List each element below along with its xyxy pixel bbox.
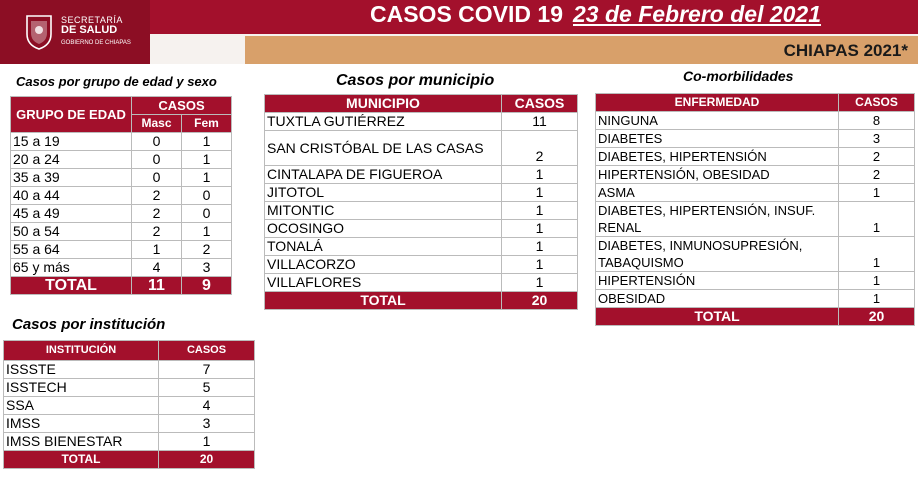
comorb-table	[595, 93, 915, 326]
disease-cell: NINGUNA	[596, 112, 839, 130]
institution-cell: IMSS BIENESTAR	[4, 433, 159, 451]
institucion-title: Casos por institución	[12, 316, 166, 333]
logo-line-2: DE SALUD	[61, 24, 118, 37]
disease-cell: DIABETES, HIPERTENSIÓN	[596, 148, 839, 166]
cases-cell: 4	[159, 397, 255, 415]
cases-cell: 1	[502, 220, 578, 238]
cases-cell: 11	[502, 113, 578, 131]
cases-cell: 2	[839, 148, 915, 166]
disease-cell: DIABETES	[596, 130, 839, 148]
cases-cell: 2	[502, 131, 578, 166]
municipio-cell: CINTALAPA DE FIGUEROA	[265, 166, 502, 184]
table-row	[265, 113, 578, 131]
municipio-cell: TONALÁ	[265, 238, 502, 256]
disease-cell: OBESIDAD	[596, 290, 839, 308]
table-row	[4, 415, 255, 433]
col-enfermedad: ENFERMEDAD	[596, 94, 839, 112]
masc-cell: 2	[132, 187, 182, 205]
age-group-cell: 20 a 24	[11, 151, 132, 169]
fem-cell: 1	[182, 223, 232, 241]
col-age-group: GRUPO DE EDAD	[11, 97, 132, 133]
table-row	[11, 205, 232, 223]
disease-cell: HIPERTENSIÓN, OBESIDAD	[596, 166, 839, 184]
col-municipio: MUNICIPIO	[265, 95, 502, 113]
municipio-cell: VILLAFLORES	[265, 274, 502, 292]
total-value: 20	[502, 292, 578, 310]
logo-block	[0, 0, 150, 64]
disease-cell: ASMA	[596, 184, 839, 202]
col-institucion-cases: CASOS	[159, 341, 255, 361]
cases-cell: 1	[839, 237, 915, 272]
logo-line-3: GOBIERNO DE CHIAPAS	[61, 39, 131, 46]
masc-cell: 1	[132, 241, 182, 259]
fem-cell: 3	[182, 259, 232, 277]
age-group-cell: 15 a 19	[11, 133, 132, 151]
table-row	[596, 290, 915, 308]
disease-cell: HIPERTENSIÓN	[596, 272, 839, 290]
age-sex-table	[10, 96, 232, 295]
fem-cell: 0	[182, 187, 232, 205]
masc-cell: 4	[132, 259, 182, 277]
cases-cell: 1	[502, 274, 578, 292]
municipio-cell: MITONTIC	[265, 202, 502, 220]
table-row	[4, 361, 255, 379]
table-row	[11, 133, 232, 151]
region-label: CHIAPAS 2021*	[783, 41, 908, 60]
cases-cell: 1	[839, 184, 915, 202]
age-group-cell: 65 y más	[11, 259, 132, 277]
col-municipio-cases: CASOS	[502, 95, 578, 113]
disease-cell: DIABETES, HIPERTENSIÓN, INSUF. RENAL	[596, 202, 839, 237]
table-row	[11, 223, 232, 241]
table-row	[265, 220, 578, 238]
table-row	[265, 131, 578, 166]
report-date: 23 de Febrero del 2021	[573, 1, 822, 27]
institution-cell: ISSSTE	[4, 361, 159, 379]
cases-cell: 1	[839, 290, 915, 308]
state-seal-icon	[24, 12, 54, 50]
cases-cell: 1	[502, 256, 578, 274]
fem-cell: 1	[182, 169, 232, 187]
col-institucion: INSTITUCIÓN	[4, 341, 159, 361]
table-row	[596, 148, 915, 166]
cases-cell: 2	[839, 166, 915, 184]
table-row	[11, 187, 232, 205]
masc-cell: 0	[132, 133, 182, 151]
cases-cell: 1	[502, 238, 578, 256]
cases-cell: 1	[839, 272, 915, 290]
municipio-cell: OCOSINGO	[265, 220, 502, 238]
total-value: 20	[839, 308, 915, 326]
municipio-title: Casos por municipio	[336, 72, 495, 89]
title-text: CASOS COVID 19	[370, 1, 563, 27]
table-row	[4, 433, 255, 451]
table-row	[11, 241, 232, 259]
total-label: TOTAL	[265, 292, 502, 310]
fem-cell: 1	[182, 151, 232, 169]
table-row	[11, 169, 232, 187]
total-label: TOTAL	[11, 277, 132, 295]
cases-cell: 1	[502, 166, 578, 184]
masc-cell: 2	[132, 223, 182, 241]
header-banner	[0, 0, 918, 64]
fem-cell: 2	[182, 241, 232, 259]
cases-cell: 3	[839, 130, 915, 148]
cases-cell: 8	[839, 112, 915, 130]
age-sex-title: Casos por grupo de edad y sexo	[16, 74, 217, 89]
masc-cell: 2	[132, 205, 182, 223]
municipio-cell: TUXTLA GUTIÉRREZ	[265, 113, 502, 131]
total-label: TOTAL	[596, 308, 839, 326]
table-row	[596, 272, 915, 290]
total-row	[11, 277, 232, 295]
cases-cell: 1	[502, 202, 578, 220]
total-row	[596, 308, 915, 326]
table-row	[265, 202, 578, 220]
institution-cell: ISSTECH	[4, 379, 159, 397]
table-row	[265, 166, 578, 184]
table-row	[265, 256, 578, 274]
table-row	[596, 184, 915, 202]
table-row	[4, 379, 255, 397]
municipio-cell: SAN CRISTÓBAL DE LAS CASAS	[265, 131, 502, 166]
masc-cell: 0	[132, 151, 182, 169]
col-cases: CASOS	[132, 97, 232, 115]
table-row	[596, 202, 915, 237]
table-row	[596, 166, 915, 184]
total-fem: 9	[182, 277, 232, 295]
table-row	[265, 184, 578, 202]
cases-cell: 1	[159, 433, 255, 451]
institution-cell: IMSS	[4, 415, 159, 433]
logo-text	[61, 16, 131, 46]
table-row	[11, 259, 232, 277]
fem-cell: 0	[182, 205, 232, 223]
table-row	[596, 130, 915, 148]
page-title	[370, 1, 821, 28]
total-row	[4, 451, 255, 469]
table-row	[596, 237, 915, 272]
total-masc: 11	[132, 277, 182, 295]
cases-cell: 1	[502, 184, 578, 202]
col-fem: Fem	[182, 115, 232, 133]
table-row	[596, 112, 915, 130]
cases-cell: 1	[839, 202, 915, 237]
total-label: TOTAL	[4, 451, 159, 469]
cases-cell: 5	[159, 379, 255, 397]
fem-cell: 1	[182, 133, 232, 151]
masc-cell: 0	[132, 169, 182, 187]
table-row	[265, 238, 578, 256]
total-value: 20	[159, 451, 255, 469]
age-group-cell: 50 a 54	[11, 223, 132, 241]
col-masc: Masc	[132, 115, 182, 133]
municipio-cell: JITOTOL	[265, 184, 502, 202]
table-row	[11, 151, 232, 169]
total-row	[265, 292, 578, 310]
table-row	[4, 397, 255, 415]
logo-line-1: SECRETARÍA	[61, 15, 123, 25]
age-group-cell: 45 a 49	[11, 205, 132, 223]
municipio-cell: VILLACORZO	[265, 256, 502, 274]
institucion-table	[3, 340, 255, 469]
age-group-cell: 35 a 39	[11, 169, 132, 187]
municipio-table	[264, 94, 578, 310]
col-comorb-cases: CASOS	[839, 94, 915, 112]
age-group-cell: 40 a 44	[11, 187, 132, 205]
age-group-cell: 55 a 64	[11, 241, 132, 259]
institution-cell: SSA	[4, 397, 159, 415]
comorb-title: Co-morbilidades	[683, 68, 794, 84]
table-row	[265, 274, 578, 292]
cases-cell: 3	[159, 415, 255, 433]
cases-cell: 7	[159, 361, 255, 379]
disease-cell: DIABETES, INMUNOSUPRESIÓN, TABAQUISMO	[596, 237, 839, 272]
